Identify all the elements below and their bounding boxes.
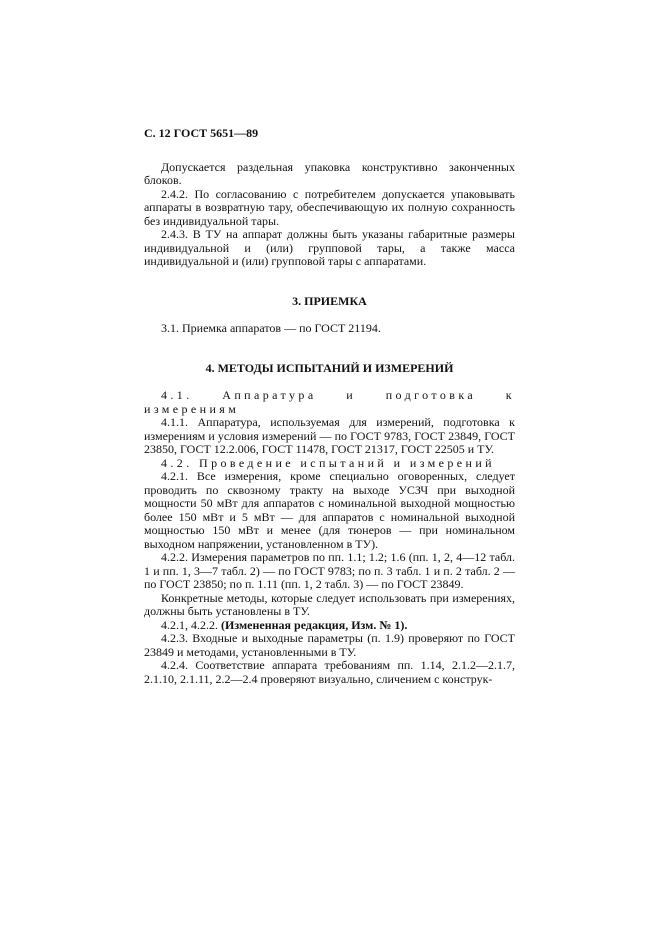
paragraph-packaging: Допускается раздельная упаковка конструктивно законченных блоков. xyxy=(144,159,515,187)
section-3-title: 3. ПРИЕМКА xyxy=(292,293,367,308)
paragraph-4-2-4: 4.2.4. Соответствие аппарата требованиям пп. 1.14, 2.1.2—2.1.7, 2.1.10, 2.1.11, 2.2—2.4 проверяют визуально, сличением с конструк- xyxy=(144,658,515,686)
edit-note-text: (Измененная редакция, Изм. № 1). xyxy=(221,617,408,632)
subsection-4-2-title: 4.2. Проведение испытаний и измерений xyxy=(161,455,495,470)
paragraph-2-4-2: 2.4.2. По согласованию с потребителем допускается упаковывать аппараты в возвратную тару, обеспечивающую их полную сохранность без индивидуальной тары. xyxy=(144,186,515,228)
paragraph-3-1: 3.1. Приемка аппаратов — по ГОСТ 21194. xyxy=(161,321,381,335)
page-header: С. 12 ГОСТ 5651—89 xyxy=(144,126,259,140)
paragraph-4-2-2: 4.2.2. Измерения параметров по пп. 1.1; 1.2; 1.6 (пп. 1, 2, 4—12 табл. 1 и пп. 1, 3—7 табл. 2) — по ГОСТ 9783; по п. 3 табл. 1 и п. 2 табл. 2 — по ГОСТ 23850; по п. 1.11 (пп. 1, 2 табл. 3) — по ГОСТ 23849. xyxy=(144,550,515,591)
paragraph-methods: Конкретные методы, которые следует использовать при измерениях, должны быть установлены в ТУ. xyxy=(144,590,515,618)
edit-note-refs: 4.2.1, 4.2.2. xyxy=(161,617,218,632)
paragraph-4-2-1: 4.2.1. Все измерения, кроме специально оговоренных, следует проводить по сквозному тракту на выходе УСЗЧ при выходной мощности 50 мВт для аппаратов с номинальной выходной мощностью более 150 мВт и 5 мВт — для аппаратов с номинальной выходной мощностью 150 мВт и менее (для тюнеров — при номинальном выходном напряжении, установленном в ТУ). xyxy=(144,469,515,551)
paragraph-2-4-3: 2.4.3. В ТУ на аппарат должны быть указаны габаритные размеры индивидуальной и (или) групповой тары, а также масса индивидуальной и (или) групповой тары с аппаратами. xyxy=(144,227,515,268)
page-content xyxy=(144,127,515,686)
subsection-4-1-title: 4.1. Аппаратура и подготовка к измерениям xyxy=(144,388,515,416)
section-4-title: 4. МЕТОДЫ ИСПЫТАНИЙ И ИЗМЕРЕНИЙ xyxy=(205,360,454,375)
paragraph-4-2-3: 4.2.3. Входные и выходные параметры (п. 1.9) проверяют по ГОСТ 23849 и методами, установленными в ТУ. xyxy=(144,631,515,659)
paragraph-edit-note xyxy=(144,619,515,633)
paragraph-4-1-1: 4.1.1. Аппаратура, используемая для измерений, подготовка к измерениям и условия измерений — по ГОСТ 9783, ГОСТ 23849, ГОСТ 23850, ГОСТ 12.2.006, ГОСТ 11478, ГОСТ 21317, ГОСТ 22505 и ТУ. xyxy=(144,415,515,456)
